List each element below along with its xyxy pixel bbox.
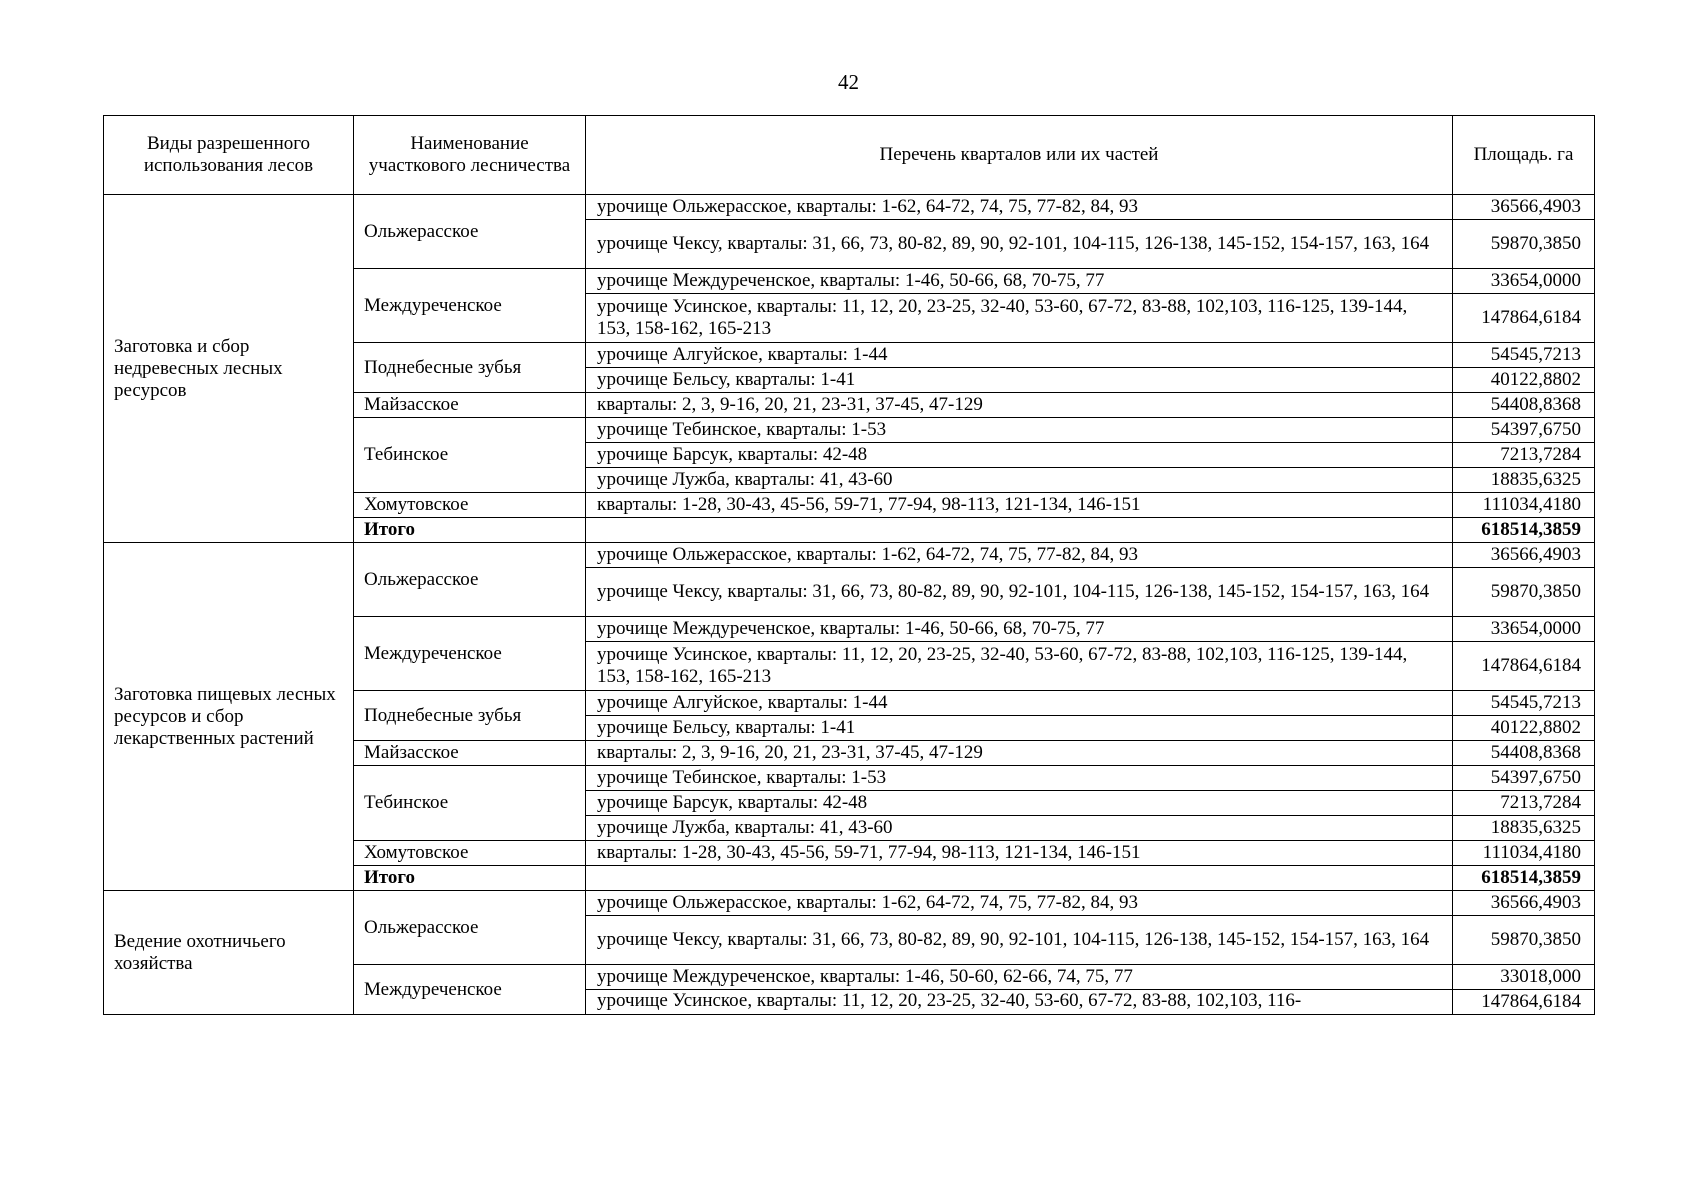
cell-area: 7213,7284 [1453, 791, 1595, 816]
cell-area: 54545,7213 [1453, 343, 1595, 368]
cell-area: 36566,4903 [1453, 543, 1595, 568]
cell-quarters: урочище Междуреченское, кварталы: 1-46, 50-66, 68, 70-75, 77 [586, 617, 1453, 642]
cell-area: 54545,7213 [1453, 691, 1595, 716]
cell-forestry-name: Хомутовское [354, 841, 586, 866]
cell-quarters: урочище Чексу, кварталы: 31, 66, 73, 80-82, 89, 90, 92-101, 104-115, 126-138, 145-152, 154-157, 163, 164 [586, 220, 1453, 269]
cell-forestry-name: Ольжерасское [354, 195, 586, 269]
cell-use-type: Ведение охотничьего хозяйства [104, 891, 354, 1015]
table-row [104, 543, 1595, 568]
cell-area: 36566,4903 [1453, 195, 1595, 220]
cell-forestry-name: Ольжерасское [354, 891, 586, 965]
cell-area: 18835,6325 [1453, 816, 1595, 841]
cell-quarters: урочище Бельсу, кварталы: 1-41 [586, 368, 1453, 393]
cell-quarters: урочище Усинское, кварталы: 11, 12, 20, 23-25, 32-40, 53-60, 67-72, 83-88, 102,103, 116-125, 139-144, 153, 158-162, 165-213 [586, 642, 1453, 691]
cell-forestry-name: Майзасское [354, 741, 586, 766]
cell-quarters: кварталы: 1-28, 30-43, 45-56, 59-71, 77-94, 98-113, 121-134, 146-151 [586, 841, 1453, 866]
cell-quarters: урочище Бельсу, кварталы: 1-41 [586, 716, 1453, 741]
cell-area: 18835,6325 [1453, 468, 1595, 493]
cell-quarters: кварталы: 2, 3, 9-16, 20, 21, 23-31, 37-45, 47-129 [586, 393, 1453, 418]
cell-empty [586, 866, 1453, 891]
table-body [104, 195, 1595, 1015]
cell-quarters: урочище Тебинское, кварталы: 1-53 [586, 766, 1453, 791]
cell-quarters: урочище Тебинское, кварталы: 1-53 [586, 418, 1453, 443]
cell-quarters: кварталы: 1-28, 30-43, 45-56, 59-71, 77-94, 98-113, 121-134, 146-151 [586, 493, 1453, 518]
cell-area: 7213,7284 [1453, 443, 1595, 468]
cell-area: 59870,3850 [1453, 220, 1595, 269]
forest-use-table [103, 115, 1595, 1015]
cell-area: 59870,3850 [1453, 916, 1595, 965]
cell-forestry-name: Междуреченское [354, 617, 586, 691]
cell-quarters: урочище Усинское, кварталы: 11, 12, 20, 23-25, 32-40, 53-60, 67-72, 83-88, 102,103, 116-125, 139-144, 153, 158-162, 165-213 [586, 294, 1453, 343]
cell-quarters: урочище Барсук, кварталы: 42-48 [586, 443, 1453, 468]
cell-area: 36566,4903 [1453, 891, 1595, 916]
cell-quarters: урочище Лужба, кварталы: 41, 43-60 [586, 816, 1453, 841]
cell-area: 59870,3850 [1453, 568, 1595, 617]
cell-total-label: Итого [354, 518, 586, 543]
header-area: Площадь. га [1453, 116, 1595, 195]
cell-area: 111034,4180 [1453, 493, 1595, 518]
cell-forestry-name: Тебинское [354, 766, 586, 841]
cell-quarters: урочище Ольжерасское, кварталы: 1-62, 64-72, 74, 75, 77-82, 84, 93 [586, 543, 1453, 568]
cell-quarters: урочище Алгуйское, кварталы: 1-44 [586, 343, 1453, 368]
header-use: Виды разрешенного использования лесов [104, 116, 354, 195]
cell-total-area: 618514,3859 [1453, 518, 1595, 543]
cell-use-type: Заготовка и сбор недревесных лесных ресурсов [104, 195, 354, 543]
header-quarters: Перечень кварталов или их частей [586, 116, 1453, 195]
cell-forestry-name: Майзасское [354, 393, 586, 418]
cell-forestry-name: Ольжерасское [354, 543, 586, 617]
cell-quarters: урочище Чексу, кварталы: 31, 66, 73, 80-82, 89, 90, 92-101, 104-115, 126-138, 145-152, 154-157, 163, 164 [586, 916, 1453, 965]
cell-quarters: кварталы: 2, 3, 9-16, 20, 21, 23-31, 37-45, 47-129 [586, 741, 1453, 766]
cell-empty [586, 518, 1453, 543]
cell-area: 111034,4180 [1453, 841, 1595, 866]
cell-area: 54397,6750 [1453, 418, 1595, 443]
cell-quarters: урочище Междуреченское, кварталы: 1-46, 50-60, 62-66, 74, 75, 77 [586, 965, 1453, 990]
cell-forestry-name: Хомутовское [354, 493, 586, 518]
cell-quarters: урочище Ольжерасское, кварталы: 1-62, 64-72, 74, 75, 77-82, 84, 93 [586, 891, 1453, 916]
cell-forestry-name: Тебинское [354, 418, 586, 493]
cell-total-area: 618514,3859 [1453, 866, 1595, 891]
cell-quarters: урочище Чексу, кварталы: 31, 66, 73, 80-82, 89, 90, 92-101, 104-115, 126-138, 145-152, 154-157, 163, 164 [586, 568, 1453, 617]
cell-area: 33654,0000 [1453, 617, 1595, 642]
cell-area: 40122,8802 [1453, 368, 1595, 393]
cell-area: 33654,0000 [1453, 269, 1595, 294]
cell-area: 147864,6184 [1453, 294, 1595, 343]
header-forestry: Наименование участкового лесничества [354, 116, 586, 195]
table-row [104, 891, 1595, 916]
cell-forestry-name: Поднебесные зубья [354, 343, 586, 393]
cell-area: 147864,6184 [1453, 990, 1595, 1015]
cell-total-label: Итого [354, 866, 586, 891]
cell-forestry-name: Междуреченское [354, 965, 586, 1015]
cell-area: 147864,6184 [1453, 642, 1595, 691]
page-number: 42 [838, 70, 859, 94]
cell-area: 54408,8368 [1453, 741, 1595, 766]
cell-forestry-name: Междуреченское [354, 269, 586, 343]
cell-quarters: урочище Усинское, кварталы: 11, 12, 20, 23-25, 32-40, 53-60, 67-72, 83-88, 102,103, 116- [586, 990, 1453, 1015]
cell-quarters: урочище Алгуйское, кварталы: 1-44 [586, 691, 1453, 716]
cell-forestry-name: Поднебесные зубья [354, 691, 586, 741]
cell-area: 33018,000 [1453, 965, 1595, 990]
cell-quarters: урочище Междуреченское, кварталы: 1-46, 50-66, 68, 70-75, 77 [586, 269, 1453, 294]
cell-quarters: урочище Лужба, кварталы: 41, 43-60 [586, 468, 1453, 493]
cell-use-type: Заготовка пищевых лесных ресурсов и сбор лекарственных растений [104, 543, 354, 891]
table-header-row [104, 116, 1595, 195]
cell-area: 40122,8802 [1453, 716, 1595, 741]
table-row [104, 195, 1595, 220]
cell-area: 54397,6750 [1453, 766, 1595, 791]
cell-quarters: урочище Барсук, кварталы: 42-48 [586, 791, 1453, 816]
cell-area: 54408,8368 [1453, 393, 1595, 418]
cell-quarters: урочище Ольжерасское, кварталы: 1-62, 64-72, 74, 75, 77-82, 84, 93 [586, 195, 1453, 220]
